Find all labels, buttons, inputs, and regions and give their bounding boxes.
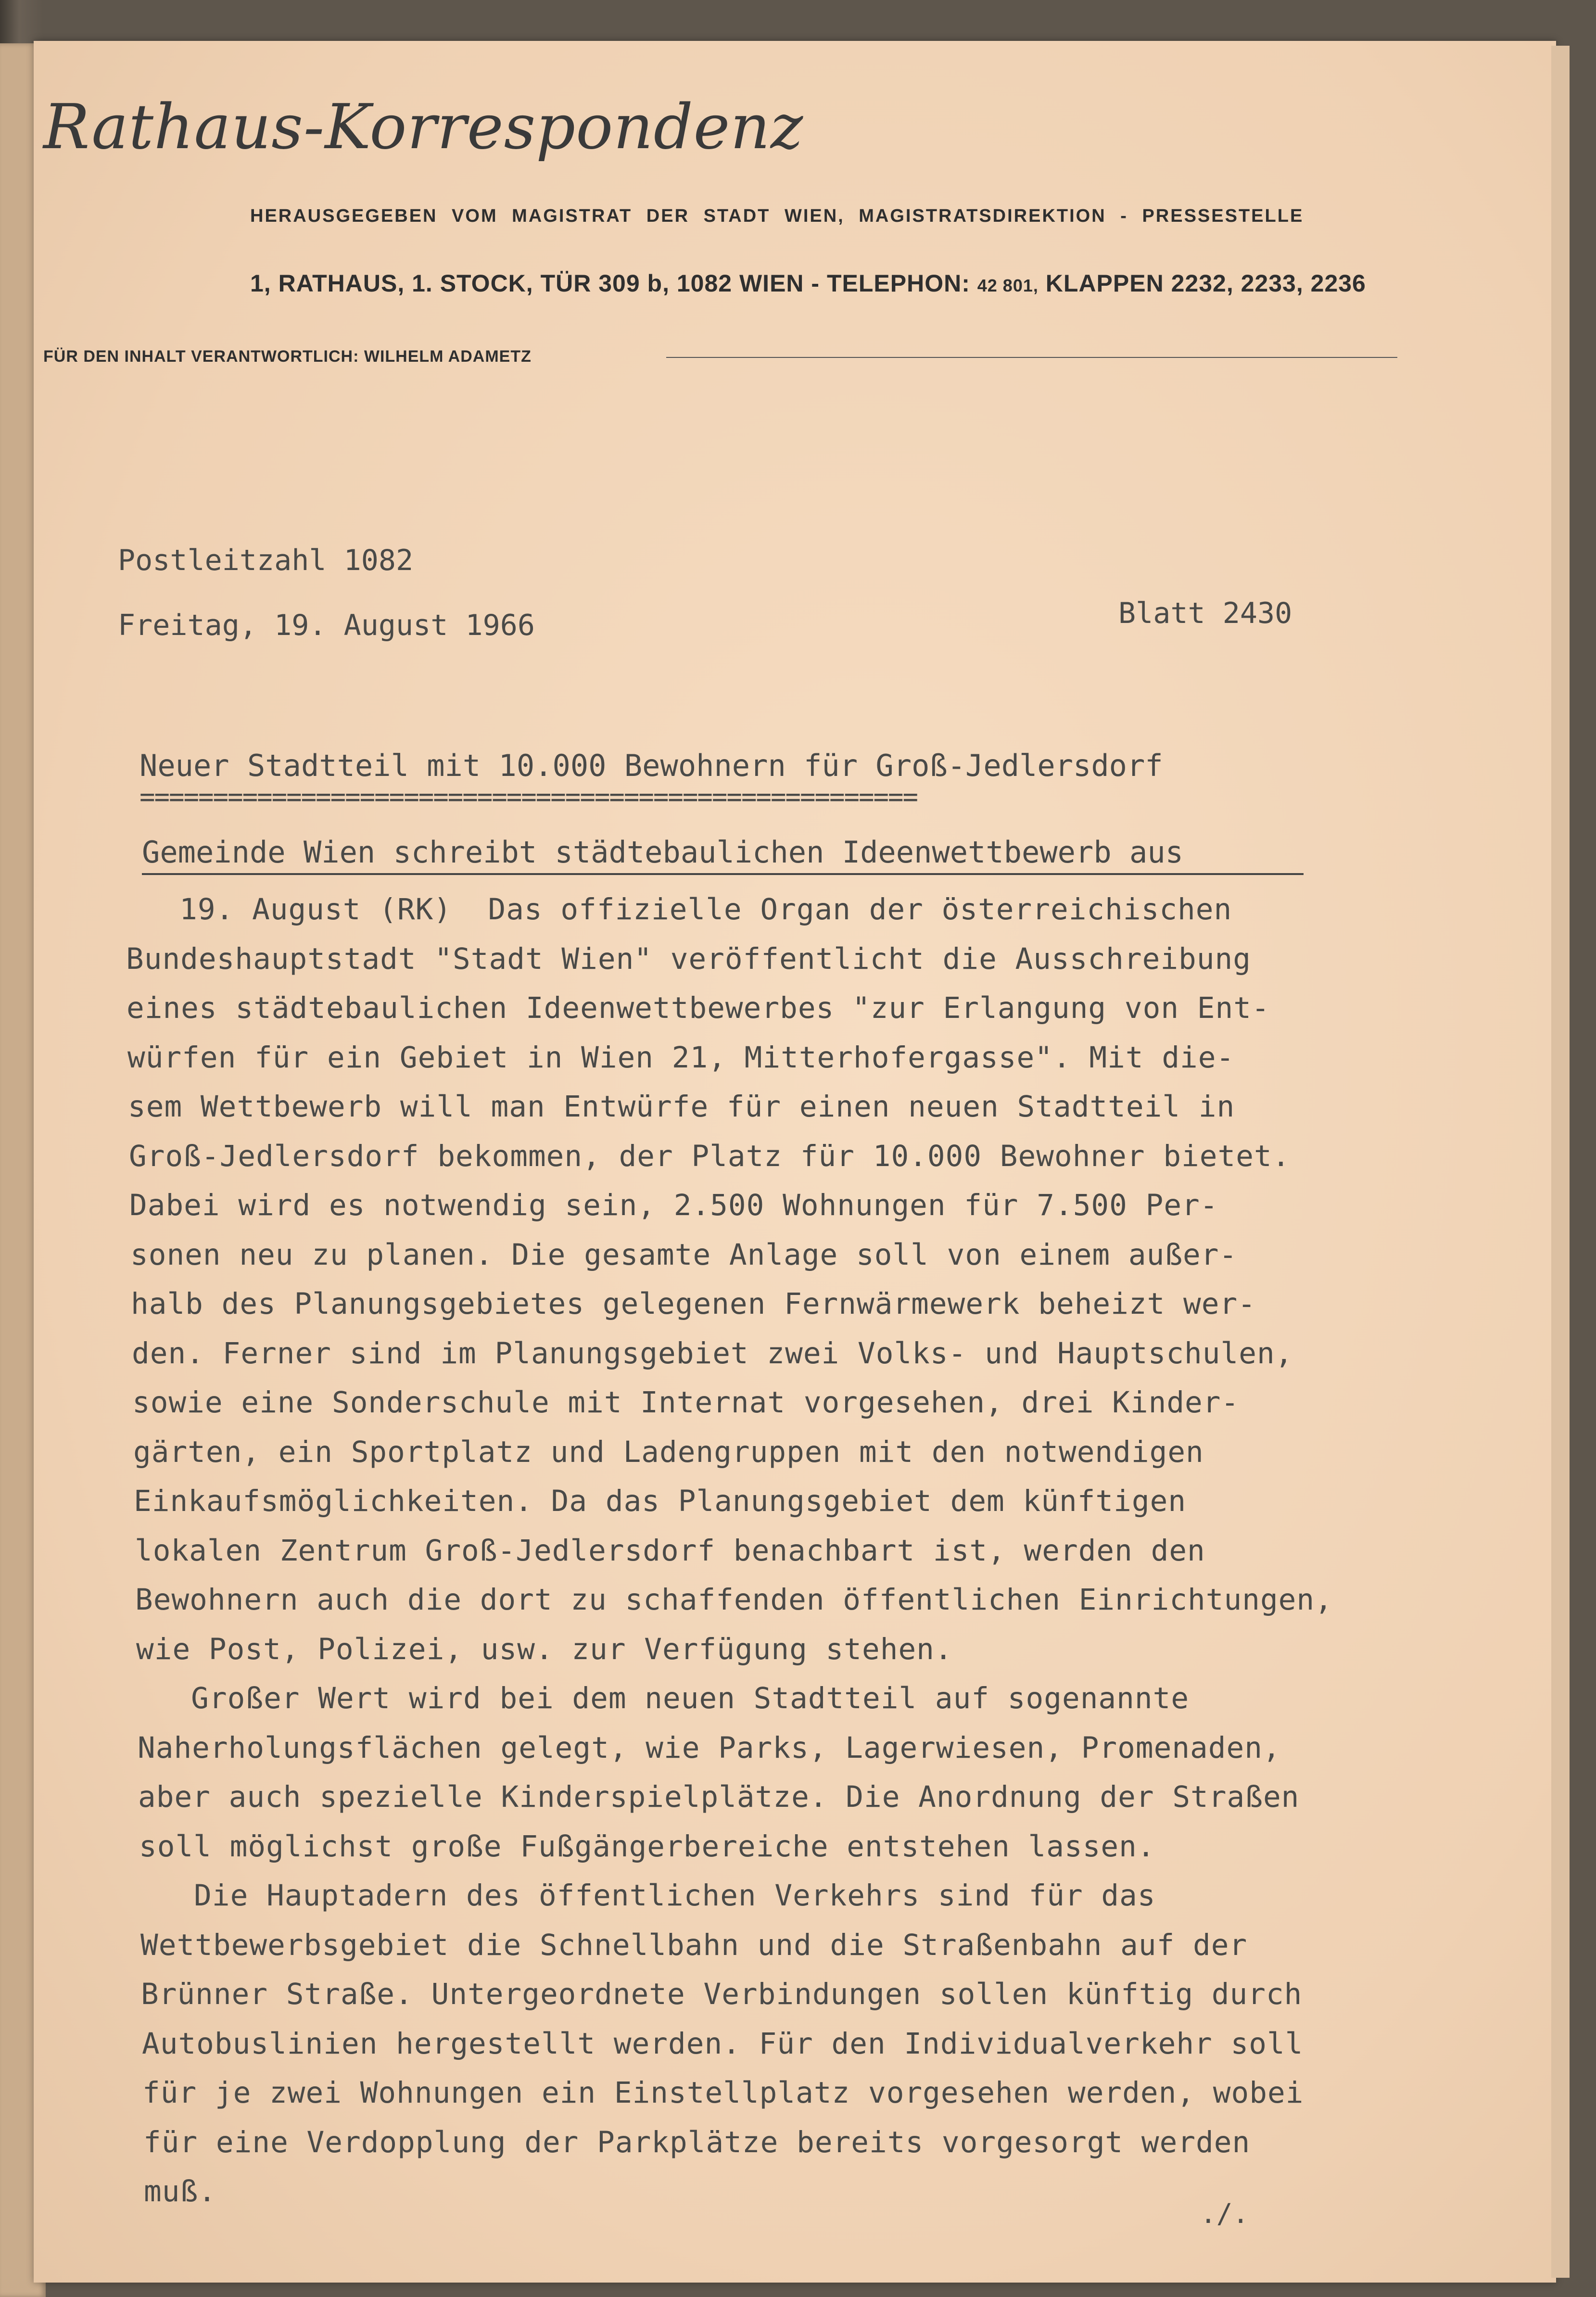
body-line: muß.: [144, 2174, 216, 2208]
sheet-number: Blatt 2430: [1118, 596, 1292, 630]
body-line: Großer Wert wird bei dem neuen Stadtteil auf sogenannte: [137, 1681, 1190, 1715]
subheadline-underline: [142, 873, 1304, 875]
address-line: [250, 269, 1405, 297]
body-line: halb des Planungsgebietes gelegenen Fernwärmewerk beheizt wer-: [131, 1287, 1256, 1321]
publisher-line: HERAUSGEGEBEN VOM MAGISTRAT DER STADT WIEN, MAGISTRATSDIREKTION - PRESSESTELLE: [250, 206, 1304, 226]
body-line: wie Post, Polizei, usw. zur Verfügung stehen.: [136, 1632, 953, 1666]
body-line: sonen neu zu planen. Die gesamte Anlage soll von einem außer-: [130, 1238, 1238, 1272]
page-right-edge: [1551, 46, 1570, 2278]
body-line: Dabei wird es notwendig sein, 2.500 Wohnungen für 7.500 Per-: [129, 1188, 1218, 1222]
responsible-line: FÜR DEN INHALT VERANTWORTLICH: WILHELM ADAMETZ: [43, 347, 532, 366]
body-line: soll möglichst große Fußgängerbereiche entstehen lassen.: [139, 1829, 1155, 1864]
body-line: Naherholungsflächen gelegt, wie Parks, Lagerwiesen, Promenaden,: [138, 1731, 1281, 1765]
address-text: 1, RATHAUS, 1. STOCK, TÜR 309 b, 1082 WIEN - TELEPHON:: [250, 270, 970, 297]
headline-double-rule: =====================================================: [139, 782, 918, 812]
body-line: eines städtebaulichen Ideenwettbewerbes "zur Erlangung von Ent-: [127, 991, 1270, 1025]
body-line: Groß-Jedlersdorf bekommen, der Platz für 10.000 Bewohner bietet.: [129, 1139, 1291, 1173]
body-line: 19. August (RK) Das offizielle Organ der österreichischen: [125, 892, 1232, 926]
body-line: den. Ferner sind im Planungsgebiet zwei Volks- und Hauptschulen,: [132, 1336, 1293, 1371]
body-line: für eine Verdopplung der Parkplätze bereits vorgesorgt werden: [143, 2125, 1251, 2159]
masthead-title: Rathaus-Korrespondenz: [43, 91, 804, 163]
postal-code: Postleitzahl 1082: [118, 544, 414, 577]
body-line: gärten, ein Sportplatz und Ladengruppen mit den notwendigen: [133, 1435, 1204, 1469]
address-phone: 42 801,: [977, 276, 1039, 295]
body-line: aber auch spezielle Kinderspielplätze. Die Anordnung der Straßen: [138, 1780, 1300, 1814]
date-line: Freitag, 19. August 1966: [118, 609, 535, 642]
body-line: Bundeshauptstadt "Stadt Wien" veröffentlicht die Ausschreibung: [126, 942, 1251, 976]
body-line: Wettbewerbsgebiet die Schnellbahn und die Straßenbahn auf der: [140, 1928, 1248, 1962]
body-line: würfen für ein Gebiet in Wien 21, Mitterhofergasse". Mit die-: [127, 1041, 1235, 1075]
article-subheadline: Gemeinde Wien schreibt städtebaulichen Ideenwettbewerb aus: [142, 835, 1183, 870]
body-line: Autobuslinien hergestellt werden. Für den Individualverkehr soll: [142, 2027, 1304, 2061]
body-line: Bewohnern auch die dort zu schaffenden öffentlichen Einrichtungen,: [135, 1583, 1333, 1617]
continuation-mark: ./.: [1200, 2198, 1249, 2230]
body-line: Brünner Straße. Untergeordnete Verbindungen sollen künftig durch: [141, 1977, 1303, 2011]
address-klappen: KLAPPEN 2232, 2233, 2236: [1045, 270, 1366, 297]
body-line: sem Wettbewerb will man Entwürfe für einen neuen Stadtteil in: [128, 1090, 1235, 1124]
responsible-rule: [666, 357, 1397, 358]
body-line: lokalen Zentrum Groß-Jedlersdorf benachbart ist, werden den: [135, 1534, 1205, 1568]
body-line: Einkaufsmöglichkeiten. Da das Planungsgebiet dem künftigen: [134, 1484, 1187, 1518]
body-line: sowie eine Sonderschule mit Internat vorgesehen, drei Kinder-: [132, 1385, 1240, 1420]
article-headline: Neuer Stadtteil mit 10.000 Bewohnern für Groß-Jedlersdorf: [139, 748, 1163, 783]
body-line: für je zwei Wohnungen ein Einstellplatz vorgesehen werden, wobei: [142, 2076, 1304, 2110]
body-line: Die Hauptadern des öffentlichen Verkehrs sind für das: [139, 1878, 1156, 1913]
